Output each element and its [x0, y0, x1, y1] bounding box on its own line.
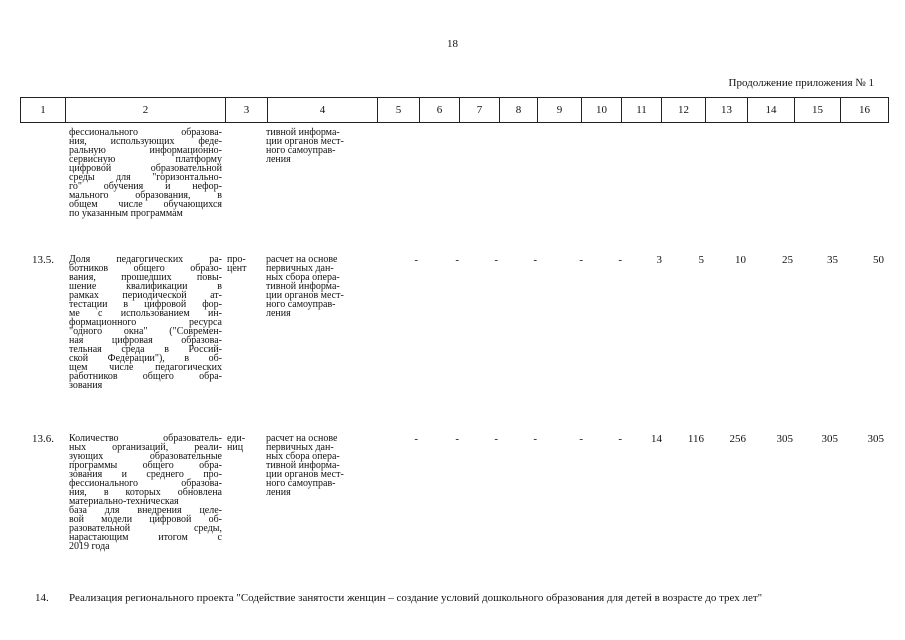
header-cell: 2	[66, 98, 226, 123]
value-cell: 5	[698, 254, 704, 266]
description-line: разовательной среды,	[69, 523, 222, 534]
value-cell: 14	[651, 433, 662, 445]
description-line: цифровой образовательной	[69, 163, 222, 174]
description-line: "одного окна" ("Современ-	[69, 326, 222, 337]
description-line: программы общего обра-	[69, 460, 222, 471]
header-cell: 4	[268, 98, 378, 123]
value-cell: -	[618, 254, 622, 266]
description-line: вой модели цифровой об-	[69, 514, 222, 525]
header-cell: 12	[662, 98, 706, 123]
description-line: нарастающим итогом с	[69, 532, 222, 543]
header-cell: 5	[378, 98, 420, 123]
indicator-description	[69, 434, 222, 551]
method-line: ции органов мест-	[266, 469, 344, 480]
description-line: ния, использующих феде-	[69, 136, 222, 147]
value-cell: -	[455, 254, 459, 266]
value-cell: -	[579, 254, 583, 266]
value-cell: 116	[687, 433, 704, 445]
method-line: ления	[266, 154, 291, 165]
method-line: ции органов мест-	[266, 290, 344, 301]
header-cell: 14	[748, 98, 795, 123]
method-line: расчет на основе	[266, 254, 338, 265]
description-line: формационного ресурса	[69, 317, 222, 328]
value-cell: 3	[656, 254, 662, 266]
value-cell: 35	[827, 254, 838, 266]
method-line: ных сбора опера-	[266, 272, 340, 283]
unit-line: еди-	[227, 433, 246, 444]
value-cell: 10	[735, 254, 746, 266]
description-line: фессионального образова-	[69, 127, 222, 138]
value-cell: 305	[821, 433, 838, 445]
value-cell: 256	[729, 433, 746, 445]
unit-line: про-	[227, 254, 246, 265]
method-line: ления	[266, 487, 291, 498]
method-line: ного самоуправ-	[266, 299, 336, 310]
unit-of-measure	[227, 434, 255, 452]
value-cell: -	[494, 254, 498, 266]
section-number: 14.	[35, 592, 49, 604]
value-cell: -	[414, 433, 418, 445]
description-line: зующих образовательные	[69, 451, 222, 462]
value-cell: -	[533, 254, 537, 266]
description-line: тельная среда в Россий-	[69, 344, 222, 355]
value-cell: -	[455, 433, 459, 445]
description-line: шение квалификации в	[69, 281, 222, 292]
description-line: фессионального образова-	[69, 478, 222, 489]
row-number: 13.5.	[32, 254, 54, 266]
description-line: ных организаций, реали-	[69, 442, 222, 453]
unit-of-measure	[227, 255, 255, 273]
method-line: тивной информа-	[266, 281, 340, 292]
description-line: ме с использованием ин-	[69, 308, 222, 319]
indicator-description	[69, 255, 222, 390]
value-cell: 50	[873, 254, 884, 266]
description-line: мального образования, в	[69, 190, 222, 201]
method-line: ления	[266, 308, 291, 319]
description-line: Доля педагогических ра-	[69, 254, 222, 265]
header-cell: 1	[21, 98, 66, 123]
row-number: 13.6.	[32, 433, 54, 445]
indicator-description	[69, 128, 222, 218]
calculation-method	[266, 434, 368, 497]
header-cell: 10	[582, 98, 622, 123]
value-cell: -	[414, 254, 418, 266]
description-line: вания, прошедших повы-	[69, 272, 222, 283]
description-line: 2019 года	[69, 541, 110, 552]
description-line: Количество образователь-	[69, 433, 222, 444]
header-cell: 11	[622, 98, 662, 123]
method-line: тивной информа-	[266, 460, 340, 471]
method-line: первичных дан-	[266, 442, 334, 453]
value-cell: -	[533, 433, 537, 445]
calculation-method	[266, 255, 368, 318]
column-number-header	[20, 97, 889, 123]
description-line: ботников общего образо-	[69, 263, 222, 274]
page-number: 18	[447, 38, 458, 50]
calculation-method	[266, 128, 368, 164]
description-line: база для внедрения целе-	[69, 505, 222, 516]
description-line: щем числе педагогических	[69, 362, 222, 373]
description-line: ния, в которых обновлена	[69, 487, 222, 498]
description-line: ской Федерации"), в об-	[69, 353, 222, 364]
description-line: общем числе обучающихся	[69, 199, 222, 210]
value-cell: 25	[782, 254, 793, 266]
header-cell: 15	[795, 98, 841, 123]
method-line: ции органов мест-	[266, 136, 344, 147]
method-line: ных сбора опера-	[266, 451, 340, 462]
description-line: зования	[69, 380, 103, 391]
description-line: зования и среднего про-	[69, 469, 222, 480]
description-line: го" обучения и нефор-	[69, 181, 222, 192]
value-cell: -	[579, 433, 583, 445]
appendix-continuation-label: Продолжение приложения № 1	[728, 77, 874, 89]
description-line: по указанным программам	[69, 208, 183, 219]
description-line: среды для "горизонтально-	[69, 172, 222, 183]
description-line: тестации в цифровой фор-	[69, 299, 222, 310]
value-cell: -	[618, 433, 622, 445]
method-line: первичных дан-	[266, 263, 334, 274]
header-cell: 8	[500, 98, 538, 123]
unit-line: ниц	[227, 442, 244, 453]
header-cell: 7	[460, 98, 500, 123]
method-line: ного самоуправ-	[266, 478, 336, 489]
description-line: работников общего обра-	[69, 371, 222, 382]
description-line: ная цифровая образова-	[69, 335, 222, 346]
value-cell: 305	[867, 433, 884, 445]
unit-line: цент	[227, 263, 247, 274]
header-cell: 6	[420, 98, 460, 123]
method-line: ного самоуправ-	[266, 145, 336, 156]
header-cell: 13	[706, 98, 748, 123]
header-cell: 9	[538, 98, 582, 123]
section-title: Реализация регионального проекта "Содействие занятости женщин – создание условий дошкольного образования для детей в возрасте до трех лет"	[69, 592, 763, 604]
value-cell: 305	[776, 433, 793, 445]
value-cell: -	[494, 433, 498, 445]
description-line: сервисную платформу	[69, 154, 222, 165]
header-cell: 3	[226, 98, 268, 123]
method-line: тивной информа-	[266, 127, 340, 138]
description-line: материально-техническая	[69, 496, 179, 507]
description-line: рамках периодической ат-	[69, 290, 222, 301]
method-line: расчет на основе	[266, 433, 338, 444]
description-line: ральную информационно-	[69, 145, 222, 156]
header-cell: 16	[841, 98, 889, 123]
